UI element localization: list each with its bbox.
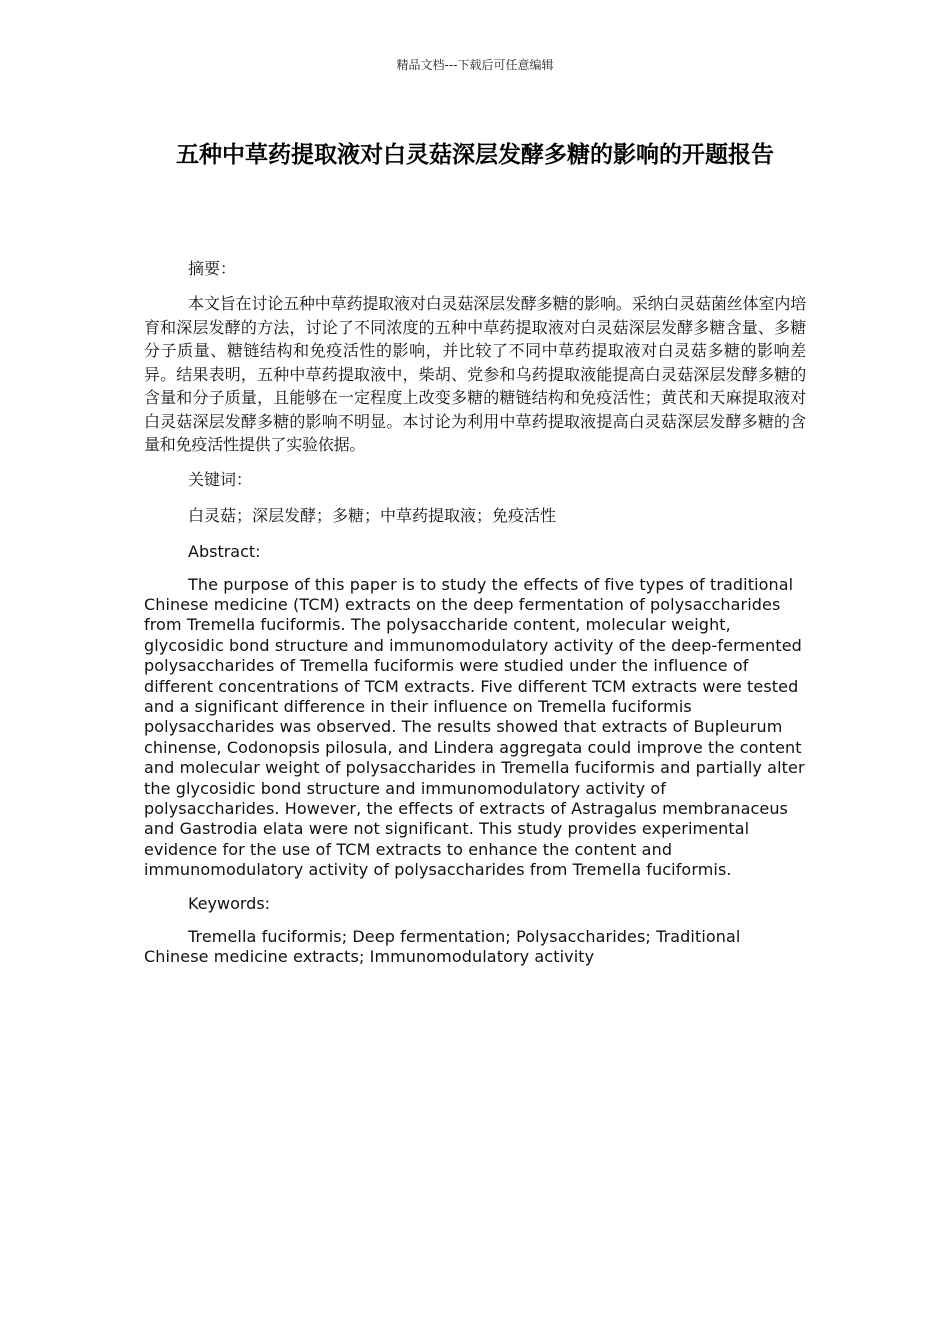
abstract-en-label: Abstract: <box>188 541 261 561</box>
abstract-cn-label: 摘要： <box>188 259 237 278</box>
keywords-en-text: Tremella fuciformis; Deep fermentation; Polysaccharides; Traditional Chinese medicine extracts; Immunomodulatory activity <box>144 926 741 966</box>
keywords-cn-label: 关键词： <box>188 469 253 489</box>
abstract-en-text: The purpose of this paper is to study the effects of five types of traditional Chinese medicine (TCM) extracts on the deep fermentation of polysaccharides from Tremella fuciformis. The polysaccharide content, molecular weight, glycosidic bond structure and immunomodulatory activity of the deep-fermented polysaccharides of Tremella fuciformis were studied under the influence of different concentrations of TCM extracts. Five different TCM extracts were tested and a significant difference in their influence on Tremella fuciformis polysaccharides was observed. The results showed that extracts of Bupleurum chinense, Codonopsis pilosula, and Lindera aggregata could improve the content and molecular weight of polysaccharides in Tremella fuciformis and partially alter the glycosidic bond structure and immunomodulatory activity of polysaccharides. However, the effects of extracts of Astragalus membranaceus and Gastrodia elata were not significant. This study provides experimental evidence for the use of TCM extracts to enhance the content and immunomodulatory activity of polysaccharides from Tremella fuciformis. <box>144 574 805 880</box>
document-title: 五种中草药提取液对白灵菇深层发酵多糖的影响的开题报告 <box>176 142 774 168</box>
keywords-cn-text: 白灵菇；深层发酵；多糖；中草药提取液；免疫活性 <box>188 505 557 525</box>
abstract-cn-text: 本文旨在讨论五种中草药提取液对白灵菇深层发酵多糖的影响。采纳白灵菇菌丝体室内培育和深层发酵的方法，讨论了不同浓度的五种中草药提取液对白灵菇深层发酵多糖含量、多糖分子质量、糖链结构和免疫活性的影响，并比较了不同中草药提取液对白灵菇多糖的影响差异。结果表明，五种中草药提取液中，柴胡、党参和乌药提取液能提高白灵菇深层发酵多糖的含量和分子质量，且能够在一定程度上改变多糖的糖链结构和免疫活性；黄芪和天麻提取液对白灵菇深层发酵多糖的影响不明显。本讨论为利用中草药提取液提高白灵菇深层发酵多糖的含量和免疫活性提供了实验依据。 <box>144 294 806 454</box>
header-note: 精品文档---下载后可任意编辑 <box>396 58 554 72</box>
document-body <box>144 256 806 977</box>
keywords-en-label: Keywords: <box>188 893 271 913</box>
